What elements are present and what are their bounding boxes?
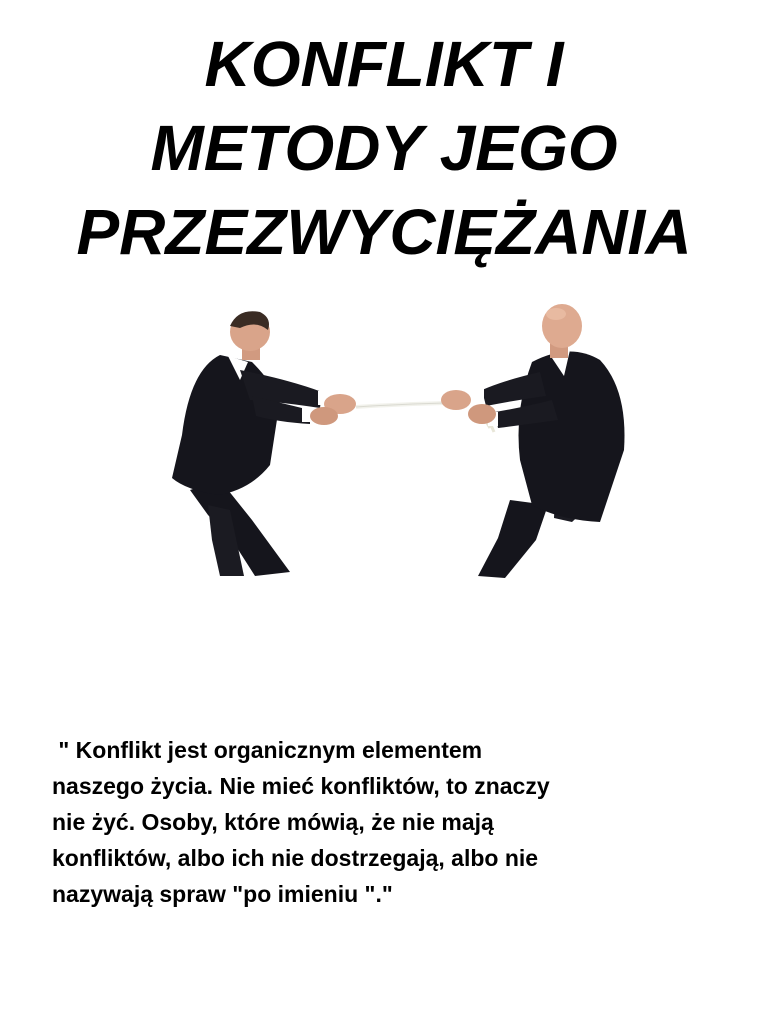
page-title xyxy=(0,22,768,274)
quote-line-5: nazywają spraw "po imieniu "." xyxy=(52,881,393,907)
left-businessman xyxy=(172,311,356,576)
title-line-3: PRZEZWYCIĘŻANIA xyxy=(76,196,692,268)
title-line-1: KONFLIKT I xyxy=(204,28,564,100)
quote-line-3: nie żyć. Osoby, które mówią, że nie mają xyxy=(52,809,494,835)
title-line-2: METODY JEGO xyxy=(150,112,618,184)
quote-line-4: konfliktów, albo ich nie dostrzegają, albo nie xyxy=(52,845,539,871)
tug-of-war-illustration xyxy=(160,300,640,580)
quote-line-2: naszego życia. Nie mieć konfliktów, to znaczy xyxy=(52,773,550,799)
quote-line-1: " Konflikt jest organicznym elementem xyxy=(52,737,483,763)
quote-paragraph xyxy=(52,732,732,912)
right-businessman xyxy=(441,304,625,578)
